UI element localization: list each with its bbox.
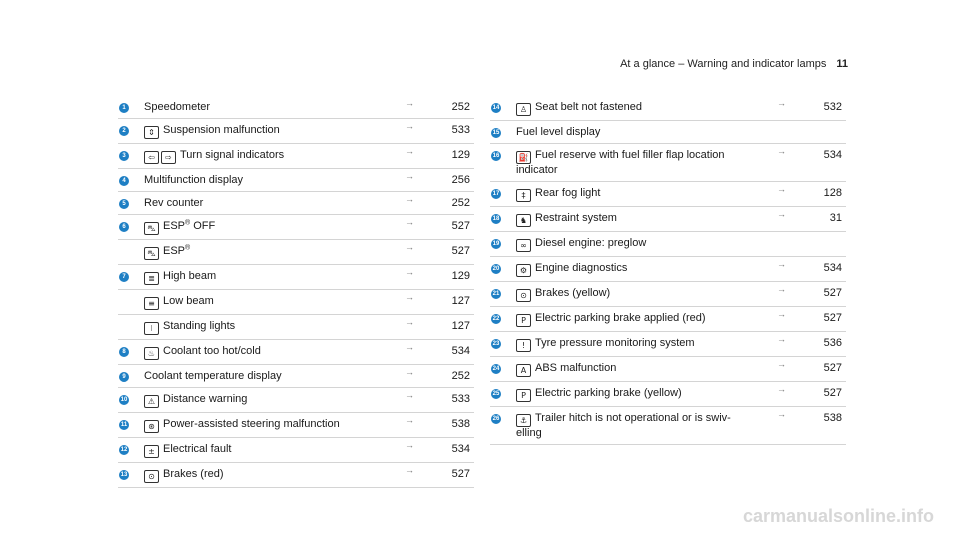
list-item — [118, 240, 474, 265]
registered-mark: ® — [185, 244, 191, 252]
indicator-lamp-icon: ± — [144, 445, 159, 458]
list-item — [118, 365, 474, 388]
item-label — [144, 418, 382, 433]
list-item — [118, 215, 474, 240]
list-item — [118, 438, 474, 463]
indicator-lamp-icon: ⊛ — [144, 420, 159, 433]
list-item — [490, 282, 846, 307]
item-number-badge: 18 — [492, 216, 500, 222]
page-reference-link[interactable]: 534 — [823, 262, 842, 274]
page-reference-link[interactable]: 527 — [451, 220, 470, 232]
list-item — [490, 232, 846, 257]
list-item — [118, 463, 474, 488]
arrow-icon: → — [405, 267, 414, 277]
indicator-lamp-icon: ⛽ — [516, 151, 531, 164]
list-item — [490, 207, 846, 232]
indicator-lamp-icon: ⚙ — [516, 264, 531, 277]
item-number-badge: 1 — [119, 103, 129, 113]
arrow-icon: → — [777, 409, 786, 419]
arrow-icon: → — [777, 98, 786, 108]
item-label — [144, 149, 382, 164]
item-label — [516, 387, 754, 402]
registered-mark: ® — [185, 219, 191, 227]
arrow-icon: → — [405, 440, 414, 450]
page-reference-link[interactable]: 527 — [823, 387, 842, 399]
item-number-badge: 3 — [119, 151, 129, 161]
arrow-icon: → — [405, 292, 414, 302]
list-item — [118, 144, 474, 169]
page-reference-link[interactable]: 536 — [823, 337, 842, 349]
item-number-badge: 10 — [120, 397, 128, 403]
indicator-lamp-icon: ⇦ — [144, 151, 159, 164]
arrow-icon: → — [405, 146, 414, 156]
page-reference-link[interactable]: 527 — [823, 287, 842, 299]
item-label — [144, 101, 382, 114]
item-label — [516, 149, 754, 177]
indicator-lamp-icon: A — [516, 364, 531, 377]
arrow-icon: → — [777, 184, 786, 194]
page-reference-link[interactable]: 127 — [451, 295, 470, 307]
item-text: Trailer hitch is not operational or is swiv-elling — [516, 412, 731, 439]
page-reference-link[interactable]: 534 — [451, 443, 470, 455]
item-text: ESP — [163, 245, 186, 257]
page-reference-link[interactable]: 252 — [451, 101, 470, 113]
item-text-suffix: OFF — [190, 220, 216, 232]
item-text: Rev counter — [144, 197, 204, 209]
list-item — [490, 307, 846, 332]
item-label — [516, 412, 754, 440]
item-text: Brakes (yellow) — [535, 287, 611, 299]
list-item — [490, 182, 846, 207]
item-text: Distance warning — [163, 393, 248, 405]
indicator-lamp-icon: ⚓ — [516, 414, 531, 427]
item-label — [144, 197, 382, 210]
item-number-badge: 20 — [492, 266, 500, 272]
indicator-lamp-icon: ! — [516, 339, 531, 352]
page-header — [620, 58, 848, 70]
item-number-badge: 12 — [120, 447, 128, 453]
item-text: Low beam — [163, 295, 214, 307]
item-text: Seat belt not fastened — [535, 101, 643, 113]
item-label — [516, 287, 754, 302]
list-item — [118, 290, 474, 315]
item-number-badge: 9 — [119, 372, 129, 382]
indicator-lamp-icon: ⛍ — [144, 247, 159, 260]
indicator-lamp-icon: ⁝ — [144, 322, 159, 335]
indicator-lamp-icon: ≣ — [144, 272, 159, 285]
list-item — [118, 413, 474, 438]
item-label — [144, 443, 382, 458]
page-number: 11 — [836, 58, 848, 70]
item-label — [516, 362, 754, 377]
page-reference-link[interactable]: 527 — [823, 362, 842, 374]
section-title: At a glance – Warning and indicator lamps — [620, 58, 827, 70]
item-label — [144, 393, 382, 408]
arrow-icon: → — [777, 146, 786, 156]
item-text: Turn signal indicators — [180, 149, 285, 161]
list-item — [490, 144, 846, 182]
item-number-badge: 16 — [492, 153, 500, 159]
page-reference-link[interactable]: 31 — [829, 212, 842, 224]
item-number-badge: 6 — [119, 222, 129, 232]
list-item — [490, 357, 846, 382]
arrow-icon: → — [405, 367, 414, 377]
item-label — [144, 245, 382, 260]
arrow-icon: → — [405, 342, 414, 352]
right-column — [490, 96, 846, 445]
arrow-icon: → — [405, 465, 414, 475]
indicator-lamp-icon: ⚠ — [144, 395, 159, 408]
item-number-badge: 22 — [492, 316, 500, 322]
item-number-badge: 21 — [492, 291, 500, 297]
list-item — [118, 340, 474, 365]
item-text: High beam — [163, 270, 217, 282]
arrow-icon: → — [777, 384, 786, 394]
item-label — [516, 262, 754, 277]
item-text: Tyre pressure monitoring system — [535, 337, 695, 349]
page-reference-link[interactable]: 527 — [451, 245, 470, 257]
page-reference-link[interactable]: 127 — [451, 320, 470, 332]
page-reference-link[interactable]: 128 — [823, 187, 842, 199]
list-item — [118, 96, 474, 119]
item-text: Speedometer — [144, 101, 211, 113]
list-item — [490, 121, 846, 144]
item-text: Diesel engine: preglow — [535, 237, 647, 249]
arrow-icon: → — [405, 317, 414, 327]
item-text: Coolant temperature display — [144, 370, 282, 382]
list-item — [118, 192, 474, 215]
indicator-lamp-icon: ⊙ — [516, 289, 531, 302]
page-reference-link[interactable]: 252 — [451, 370, 470, 382]
indicator-lamp-icon: P — [516, 314, 531, 327]
item-text: Engine diagnostics — [535, 262, 628, 274]
item-number-badge: 11 — [120, 422, 128, 428]
page-reference-link[interactable]: 532 — [823, 101, 842, 113]
item-text: Rear fog light — [535, 187, 601, 199]
list-item — [118, 119, 474, 144]
item-label — [144, 345, 382, 360]
indicator-lamp-icon: ♙ — [516, 103, 531, 116]
page-reference-link[interactable]: 533 — [451, 124, 470, 136]
item-text: Electrical fault — [163, 443, 232, 455]
item-number-badge: 24 — [492, 366, 500, 372]
item-number-badge: 15 — [492, 130, 500, 136]
page-reference-link[interactable]: 538 — [451, 418, 470, 430]
item-number-badge: 13 — [120, 472, 128, 478]
list-item — [490, 332, 846, 357]
item-label — [516, 337, 754, 352]
page-reference-link[interactable]: 527 — [823, 312, 842, 324]
page-reference-link[interactable]: 534 — [823, 149, 842, 161]
list-item — [490, 407, 846, 445]
item-text: Fuel level display — [516, 126, 601, 138]
item-text: Brakes (red) — [163, 468, 224, 480]
page-reference-link[interactable]: 534 — [451, 345, 470, 357]
item-label — [144, 295, 382, 310]
item-number-badge: 14 — [492, 105, 500, 111]
arrow-icon: → — [405, 390, 414, 400]
item-number-badge: 4 — [119, 176, 129, 186]
page-reference-link[interactable]: 129 — [451, 270, 470, 282]
item-label — [144, 174, 382, 187]
item-text: Standing lights — [163, 320, 236, 332]
list-item — [118, 388, 474, 413]
indicator-lamp-icon: ⊙ — [144, 470, 159, 483]
item-text: Electric parking brake (yellow) — [535, 387, 682, 399]
item-text: Fuel reserve with fuel filler flap location indicator — [516, 149, 725, 176]
indicator-lamp-icon: ≡ — [144, 297, 159, 310]
item-label — [516, 126, 754, 139]
indicator-lamp-icon: ∞ — [516, 239, 531, 252]
page-reference-link[interactable]: 538 — [823, 412, 842, 424]
list-item — [118, 315, 474, 340]
item-label — [144, 270, 382, 285]
item-text: Multifunction display — [144, 174, 244, 186]
page-reference-link[interactable]: 129 — [451, 149, 470, 161]
item-text: ESP — [163, 220, 186, 232]
item-number-badge: 23 — [492, 341, 500, 347]
left-column — [118, 96, 474, 488]
page-reference-link[interactable]: 533 — [451, 393, 470, 405]
item-label — [516, 212, 754, 227]
list-item — [490, 382, 846, 407]
item-label — [516, 312, 754, 327]
arrow-icon: → — [777, 359, 786, 369]
watermark: carmanualsonline.info — [742, 506, 934, 526]
list-item — [118, 169, 474, 192]
page-reference-link[interactable]: 256 — [451, 174, 470, 186]
arrow-icon: → — [405, 121, 414, 131]
indicator-lamp-icon: ⛍ — [144, 222, 159, 235]
indicator-lamp-icon: ‡ — [516, 189, 531, 202]
item-number-badge: 7 — [119, 272, 129, 282]
item-number-badge: 25 — [492, 391, 500, 397]
item-label — [516, 187, 754, 202]
arrow-icon: → — [777, 334, 786, 344]
item-number-badge: 17 — [492, 191, 500, 197]
item-number-badge: 8 — [119, 347, 129, 357]
arrow-icon: → — [405, 217, 414, 227]
item-label — [144, 320, 382, 335]
item-number-badge: 26 — [492, 416, 500, 422]
item-label — [144, 220, 382, 235]
indicator-lamp-icon: ♨ — [144, 347, 159, 360]
arrow-icon: → — [777, 284, 786, 294]
item-label — [516, 237, 754, 252]
item-number-badge: 2 — [119, 126, 129, 136]
item-text: Coolant too hot/cold — [163, 345, 261, 357]
arrow-icon: → — [777, 309, 786, 319]
item-label — [516, 101, 754, 116]
arrow-icon: → — [405, 194, 414, 204]
item-text: Power-assisted steering malfunction — [163, 418, 340, 430]
item-number-badge: 5 — [119, 199, 129, 209]
indicator-lamp-icon: ♞ — [516, 214, 531, 227]
arrow-icon: → — [405, 415, 414, 425]
indicator-lamp-icon: ⇕ — [144, 126, 159, 139]
arrow-icon: → — [777, 259, 786, 269]
arrow-icon: → — [405, 98, 414, 108]
item-text: Suspension malfunction — [163, 124, 280, 136]
page-reference-link[interactable]: 527 — [451, 468, 470, 480]
list-item — [490, 257, 846, 282]
item-label — [144, 124, 382, 139]
item-text: Restraint system — [535, 212, 617, 224]
item-label — [144, 370, 382, 383]
list-item — [490, 96, 846, 121]
item-text: ABS malfunction — [535, 362, 617, 374]
arrow-icon: → — [777, 209, 786, 219]
page-reference-link[interactable]: 252 — [451, 197, 470, 209]
item-text: Electric parking brake applied (red) — [535, 312, 706, 324]
arrow-icon: → — [405, 171, 414, 181]
indicator-lamp-icon: P — [516, 389, 531, 402]
item-number-badge: 19 — [492, 241, 500, 247]
list-item — [118, 265, 474, 290]
indicator-lamp-icon: ⇨ — [161, 151, 176, 164]
item-label — [144, 468, 382, 483]
arrow-icon: → — [405, 242, 414, 252]
